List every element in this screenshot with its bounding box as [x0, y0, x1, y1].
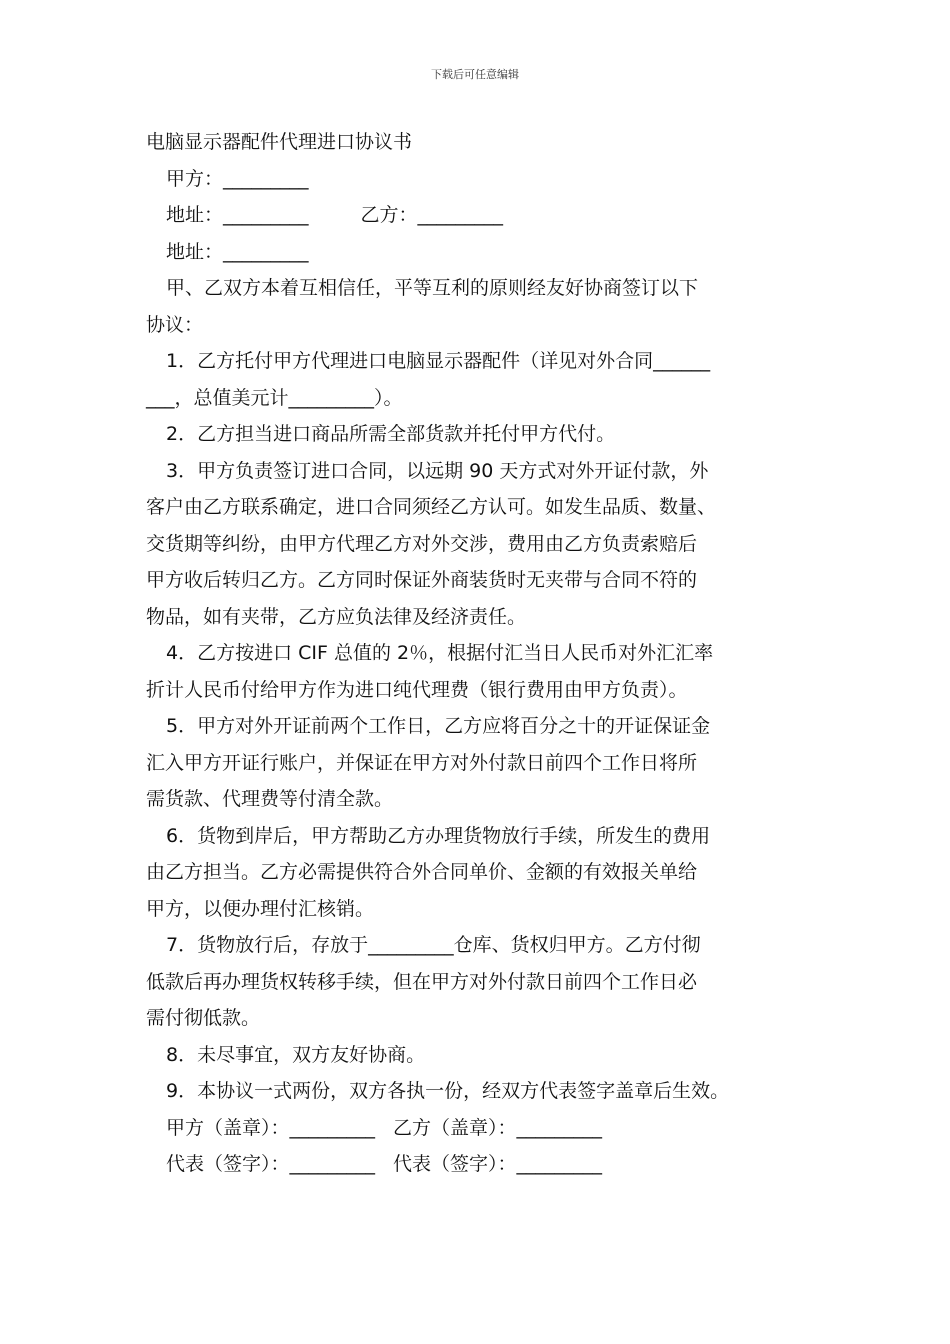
clause-3 — [146, 453, 830, 636]
clause-7 — [146, 927, 830, 1037]
party-a-representative: 代表（签字）：_________ — [166, 1153, 376, 1175]
clause-1 — [146, 343, 830, 416]
representative-signature-line — [146, 1146, 830, 1183]
clause-line: 6．货物到岸后，甲方帮助乙方办理货物放行手续，所发生的费用 — [166, 824, 711, 847]
clause-line: 4．乙方按进口 CIF 总值的 2％，根据付汇当日人民币对外汇汇率 — [166, 642, 714, 664]
clause-line: 7．货物放行后，存放于_________仓库、货权归甲方。乙方付彻 — [166, 934, 701, 956]
agreement-document — [146, 124, 830, 1183]
address-b-line: 地址：_________ — [166, 240, 309, 263]
clause-5 — [146, 708, 830, 818]
clause-line: 3．甲方负责签订进口合同，以远期 90 天方式对外开证付款，外 — [166, 459, 709, 482]
clause-line: 物品，如有夹带，乙方应负法律及经济责任。 — [146, 605, 527, 628]
clause-line: 5．甲方对外开证前两个工作日，乙方应将百分之十的开证保证金 — [166, 715, 711, 737]
clause-line: 汇入甲方开证行账户，并保证在甲方对外付款日前四个工作日将所 — [146, 751, 698, 774]
clause-line: 折计人民币付给甲方作为进口纯代理费（银行费用由甲方负责）。 — [146, 678, 688, 701]
clause-line: 2．乙方担当进口商品所需全部货款并托付甲方代付。 — [166, 423, 616, 445]
party-b: 乙方：_________ — [360, 204, 504, 226]
clause-9 — [146, 1073, 830, 1110]
clause-line: 交货期等纠纷，由甲方代理乙方对外交涉，费用由乙方负责索赔后 — [146, 532, 698, 555]
party-b-representative: 代表（签字）：_________ — [393, 1153, 603, 1175]
clause-line: 1．乙方托付甲方代理进口电脑显示器配件（详见对外合同______ — [166, 350, 711, 372]
clause-8 — [146, 1037, 830, 1074]
clause-4 — [146, 635, 830, 708]
party-b-seal: 乙方（盖章）：_________ — [393, 1116, 603, 1139]
clause-2 — [146, 416, 830, 453]
clause-line: 由乙方担当。乙方必需提供符合外合同单价、金额的有效报关单给 — [146, 861, 698, 883]
clause-line: ___，总值美元计_________）。 — [146, 386, 403, 409]
clause-line: 甲方，以便办理付汇核销。 — [146, 897, 375, 920]
clause-6 — [146, 818, 830, 928]
intro-continuation: 协议： — [146, 313, 204, 336]
clause-line: 需货款、代理费等付清全款。 — [146, 788, 394, 810]
clause-line: 需付彻低款。 — [146, 1007, 261, 1029]
party-a-line: 甲方：_________ — [166, 167, 309, 190]
document-title: 电脑显示器配件代理进口协议书 — [146, 131, 413, 153]
clause-line: 9．本协议一式两份，双方各执一份，经双方代表签字盖章后生效。 — [166, 1080, 730, 1102]
clause-line: 低款后再办理货权转移手续，但在甲方对外付款日前四个工作日必 — [146, 970, 698, 993]
clause-line: 8．未尽事宜，双方友好协商。 — [166, 1043, 426, 1066]
seal-signature-line — [146, 1110, 830, 1147]
clause-line: 客户由乙方联系确定，进口合同须经乙方认可。如发生品质、数量、 — [146, 496, 717, 518]
clause-line: 甲方收后转归乙方。乙方同时保证外商装货时无夹带与合同不符的 — [146, 569, 698, 591]
address-a: 地址：_________ — [166, 204, 309, 226]
page-header-note: 下载后可任意编辑 — [431, 68, 519, 81]
intro-line: 甲、乙双方本着互相信任，平等互利的原则经友好协商签订以下 — [166, 277, 699, 299]
party-a-seal: 甲方（盖章）：_________ — [166, 1116, 376, 1139]
address-party-b-line — [146, 197, 830, 234]
